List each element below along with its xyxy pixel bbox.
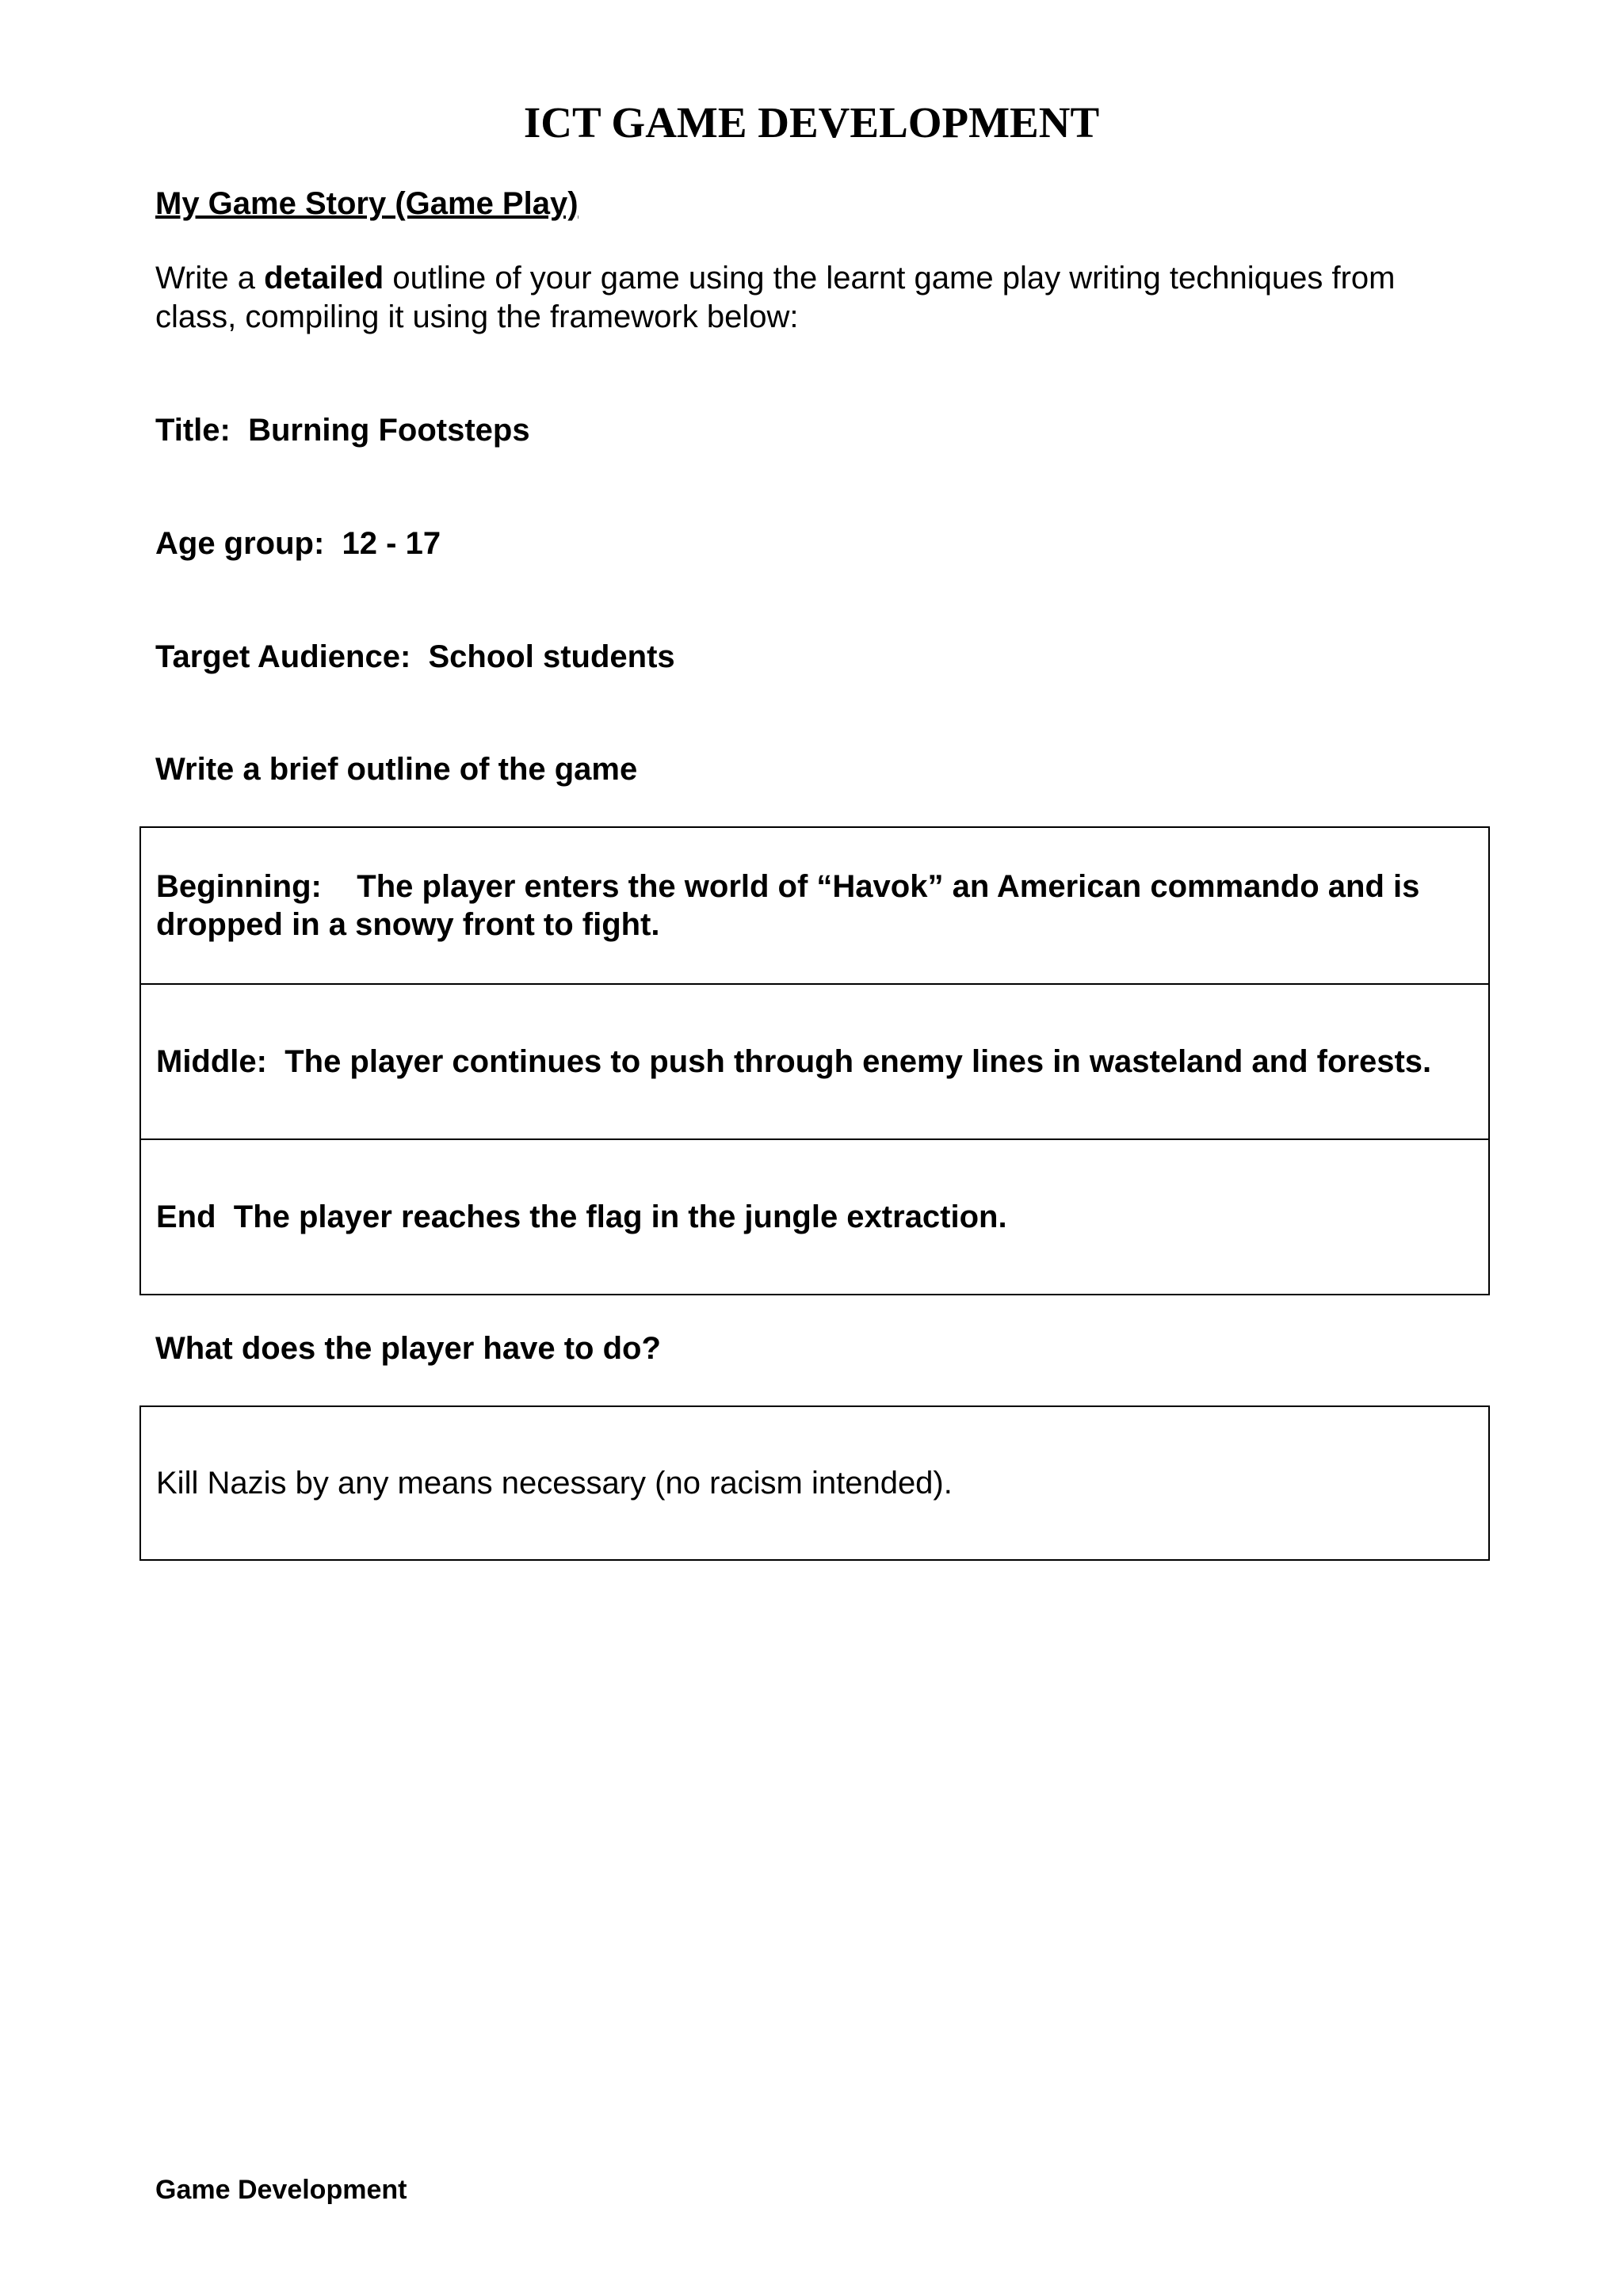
age-group-field	[155, 524, 441, 563]
target-audience-value: School students	[428, 639, 675, 674]
instructions-text-end: outline of your game using the learnt game play writing techniques from class, compiling it using the framework below:	[155, 261, 1396, 334]
outline-beginning-text: Beginning: The player enters the world of “Havok” an American commando and is dropped in a snowy front to fight.	[156, 869, 1429, 942]
instructions-paragraph	[155, 259, 1471, 337]
age-group-value: 12 - 17	[342, 526, 441, 561]
game-title-label: Title:	[155, 413, 231, 448]
outline-prompt: Write a brief outline of the game	[155, 752, 638, 787]
game-title-field	[155, 410, 530, 450]
instructions-text-start: Write a	[155, 261, 265, 296]
outline-middle-text: Middle: The player continues to push through enemy lines in wasteland and forests.	[156, 1044, 1432, 1079]
age-group-label: Age group:	[155, 526, 325, 561]
target-audience-field	[155, 637, 675, 677]
outline-row-beginning	[141, 828, 1488, 983]
page-footer: Game Development	[155, 2175, 407, 2205]
task-answer-text: Kill Nazis by any means necessary (no racism intended).	[156, 1466, 953, 1501]
task-answer-box	[139, 1405, 1490, 1561]
outline-table	[139, 826, 1490, 1295]
outline-row-end	[141, 1138, 1488, 1294]
task-prompt: What does the player have to do?	[155, 1331, 661, 1366]
section-heading: My Game Story (Game Play)	[155, 186, 579, 221]
instructions-emphasis: detailed	[264, 261, 384, 296]
game-title-value: Burning Footsteps	[248, 413, 530, 448]
outline-row-middle	[141, 983, 1488, 1138]
document-title: ICT GAME DEVELOPMENT	[523, 98, 1100, 147]
outline-end-text: End The player reaches the flag in the jungle extraction.	[156, 1199, 1007, 1234]
target-audience-label: Target Audience:	[155, 639, 411, 674]
